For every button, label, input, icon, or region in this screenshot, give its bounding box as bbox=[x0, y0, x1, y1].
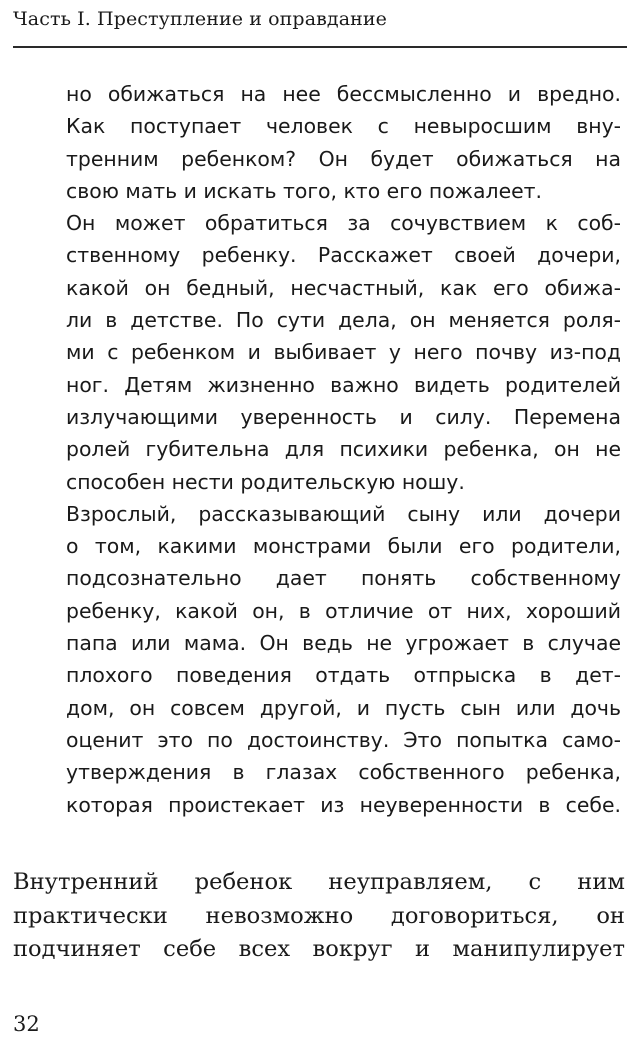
passage-line: тренним ребенком? Он будет обижаться на bbox=[66, 146, 621, 171]
body-line: практически невозможно договориться, он bbox=[13, 902, 625, 929]
passage-line: о том, какими монстрами были его родители, bbox=[66, 534, 621, 559]
body-paragraph bbox=[13, 866, 625, 967]
passage-line: ми с ребенком и выбивает у него почву из-под bbox=[66, 340, 621, 365]
passage-line: но обижаться на нее бессмысленно и вредно. bbox=[66, 82, 621, 106]
passage-line: плохого поведения отдать отпрыска в дет- bbox=[66, 663, 621, 688]
body-line: подчиняет себе всех вокруг и манипулирует bbox=[13, 936, 625, 962]
passage-line: ног. Детям жизненно важно видеть родителей bbox=[66, 372, 621, 397]
running-header: Часть I. Преступление и оправдание bbox=[13, 8, 388, 30]
passage-line: Он может обратиться за сочувствием к соб- bbox=[66, 211, 621, 236]
header-divider bbox=[13, 46, 627, 48]
passage-line: ли в детстве. По сути дела, он меняется роля- bbox=[66, 308, 621, 333]
passage-line: Как поступает человек с невыросшим вну- bbox=[66, 114, 621, 139]
passage-line: утверждения в глазах собственного ребенка, bbox=[66, 760, 621, 785]
passage-line: дом, он совсем другой, и пусть сын или дочь bbox=[66, 695, 621, 720]
passage-line: оценит это по достоинству. Это попытка само- bbox=[66, 727, 621, 752]
passage-line: ребенку, какой он, в отличие от них, хороший bbox=[66, 598, 621, 623]
passage-line: Взрослый, рассказывающий сыну или дочери bbox=[66, 501, 621, 526]
passage-line: излучающими уверенность и силу. Перемена bbox=[66, 404, 621, 429]
passage-line: ственному ребенку. Расскажет своей дочери, bbox=[66, 243, 621, 268]
passage-line: подсознательно дает понять собственному bbox=[66, 566, 621, 591]
passage-line: папа или мама. Он ведь не угрожает в случае bbox=[66, 631, 621, 656]
passage-line: свою мать и искать того, кто его пожалеет. bbox=[66, 178, 543, 203]
body-line: Внутренний ребенок неуправляем, с ним bbox=[13, 869, 625, 895]
indented-passage bbox=[66, 78, 621, 821]
passage-line: какой он бедный, несчастный, как его обижа- bbox=[66, 275, 621, 300]
passage-line: которая проистекает из неуверенности в себе. bbox=[66, 792, 621, 817]
passage-line: способен нести родительскую ношу. bbox=[66, 469, 465, 494]
page-number: 32 bbox=[13, 1012, 40, 1036]
passage-line: ролей губительна для психики ребенка, он не bbox=[66, 437, 621, 462]
